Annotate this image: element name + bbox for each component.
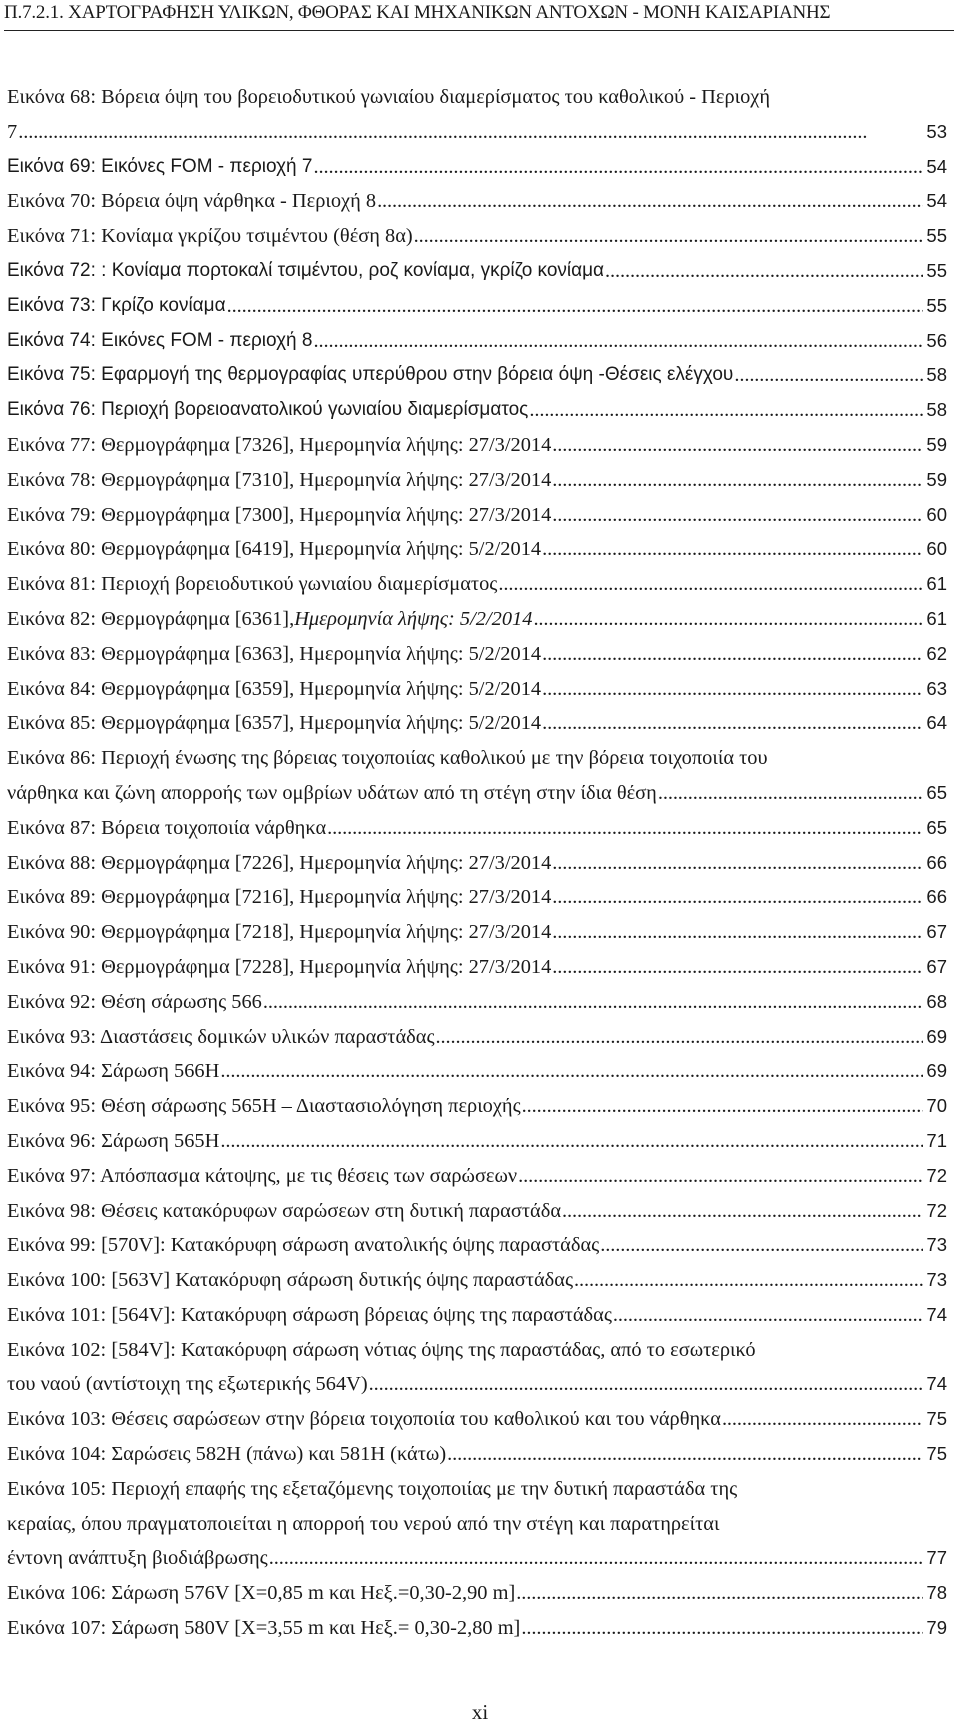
dot-leader [226, 289, 924, 324]
dot-leader [599, 1228, 923, 1263]
toc-entry[interactable] [7, 1402, 947, 1437]
toc-entry[interactable] [7, 1437, 947, 1472]
toc-entry-title: Εικόνα 103: Θέσεις σαρώσεων στην βόρεια τοιχοποιία του καθολικού και του νάρθηκα [7, 1408, 721, 1431]
toc-entry-title: Εικόνα 80: Θερμογράφημα [6419], Ημερομηνία λήψης: 5/2/2014 [7, 538, 542, 561]
toc-entry-page: 69 [926, 1060, 947, 1082]
dot-leader [612, 1298, 924, 1333]
toc-entry[interactable] [7, 1333, 947, 1403]
toc-entry[interactable] [7, 80, 947, 150]
dot-leader [517, 1159, 923, 1194]
dot-leader [528, 393, 923, 428]
toc-entry-title: Εικόνα 100: [563V] Κατακόρυφη σάρωση δυτικής όψης παραστάδας [7, 1269, 574, 1292]
dot-leader [551, 880, 923, 915]
toc-entry-line: Εικόνα 68: Βόρεια όψη του βορειοδυτικού γωνιαίου διαμερίσματος του καθολικού - Περιοχή [7, 86, 771, 108]
toc-entry-page: 72 [926, 1164, 947, 1186]
toc-entry-page: 60 [926, 538, 947, 560]
dot-leader [551, 463, 923, 498]
toc-entry-title: Εικόνα 82: Θερμογράφημα [6361], [7, 607, 295, 630]
toc-entry-page: 79 [926, 1617, 947, 1639]
toc-entry-page: 65 [926, 816, 947, 838]
toc-entry-page: 54 [926, 155, 947, 177]
toc-entry[interactable] [7, 1263, 947, 1298]
toc-entry-title: Εικόνα 95: Θέση σάρωσης 565Η – Διαστασιολόγηση περιοχής [7, 1095, 521, 1118]
dot-leader [551, 428, 923, 463]
toc-entry[interactable] [7, 1020, 947, 1055]
toc-entry[interactable] [7, 289, 947, 324]
dot-leader [551, 915, 923, 950]
dot-leader [515, 1576, 923, 1611]
toc-entry-page: 77 [926, 1547, 947, 1569]
dot-leader [268, 1541, 924, 1576]
toc-entry[interactable] [7, 1472, 947, 1576]
toc-entry-last-line [7, 1367, 947, 1402]
toc-entry-page: 67 [926, 921, 947, 943]
dot-leader [573, 1263, 923, 1298]
toc-entry-line: Εικόνα 86: Περιοχή ένωσης της βόρειας τοιχοποιίας καθολικού με την βόρεια τοιχοποιία του [7, 747, 768, 770]
toc-entry-page: 73 [926, 1269, 947, 1291]
toc-entry-title: Εικόνα 81: Περιοχή βορειοδυτικού γωνιαίου διαμερίσματος [7, 573, 498, 596]
toc-entry[interactable] [7, 532, 947, 567]
toc-entry[interactable] [7, 1194, 947, 1229]
toc-entry-page: 73 [926, 1234, 947, 1256]
toc-entry-page: 61 [926, 607, 947, 629]
toc-entry-title: Εικόνα 101: [564V]: Κατακόρυφη σάρωση βόρειας όψης της παραστάδας [7, 1303, 612, 1326]
toc-entry-title: Εικόνα 107: Σάρωση 580V [X=3,55 m και Hεξ.= 0,30-2,80 m] [7, 1617, 521, 1640]
list-of-figures [7, 80, 947, 1646]
toc-entry-title: Εικόνα 96: Σάρωση 565Η [7, 1129, 220, 1152]
dot-leader [435, 1020, 924, 1055]
toc-entry-last-line [7, 1541, 947, 1576]
dot-leader [541, 532, 923, 567]
toc-entry-page: 70 [926, 1095, 947, 1117]
page-number: xi [471, 1700, 489, 1724]
toc-entry-title: Εικόνα 87: Βόρεια τοιχοποιία νάρθηκα [7, 816, 327, 839]
toc-entry-title: Εικόνα 72: : Κονίαμα πορτοκαλί τσιμέντου, ροζ κονίαμα, γκρίζο κονίαμα [7, 259, 605, 281]
toc-entry-title: του ναού (αντίστοιχη της εξωτερικής 564V) [7, 1373, 368, 1396]
toc-entry-page: 59 [926, 468, 947, 490]
dot-leader [497, 567, 923, 602]
toc-entry-title: Εικόνα 84: Θερμογράφημα [6359], Ημερομηνία λήψης: 5/2/2014 [7, 677, 542, 700]
toc-entry[interactable] [7, 254, 947, 289]
toc-entry[interactable] [7, 706, 947, 741]
toc-entry-page: 71 [926, 1129, 947, 1151]
toc-entry-line: Εικόνα 105: Περιοχή επαφής της εξεταζόμενης τοιχοποιίας με την δυτική παραστάδα της [7, 1477, 738, 1500]
toc-entry[interactable] [7, 1228, 947, 1263]
toc-entry-title: Εικόνα 76: Περιοχή βορειοανατολικού γωνιαίου διαμερίσματος [7, 399, 529, 421]
dot-leader [721, 1402, 923, 1437]
dot-leader [312, 150, 923, 185]
toc-entry-title: 7 [7, 120, 18, 143]
dot-leader [604, 254, 923, 289]
toc-entry-title: έντονη ανάπτυξη βιοδιάβρωσης [7, 1547, 268, 1570]
toc-entry[interactable] [7, 463, 947, 498]
toc-entry-last-line [7, 776, 947, 811]
toc-entry-page: 66 [926, 851, 947, 873]
toc-entry[interactable] [7, 1089, 947, 1124]
toc-entry[interactable] [7, 1124, 947, 1159]
toc-entry[interactable] [7, 1298, 947, 1333]
toc-entry-title: Εικόνα 89: Θερμογράφημα [7216], Ημερομηνία λήψης: 27/3/2014 [7, 886, 552, 909]
toc-entry-title: Εικόνα 104: Σαρώσεις 582Η (πάνω) και 581Η (κάτω) [7, 1443, 447, 1466]
dot-leader [326, 811, 923, 846]
dot-leader [561, 1194, 923, 1229]
dot-leader [446, 1437, 923, 1472]
toc-entry-page: 56 [926, 329, 947, 351]
toc-entry-title: Εικόνα 71: Κονίαμα γκρίζου τσιμέντου (θέση 8α) [7, 225, 413, 248]
toc-entry[interactable] [7, 950, 947, 985]
toc-entry-title: Εικόνα 85: Θερμογράφημα [6357], Ημερομηνία λήψης: 5/2/2014 [7, 712, 542, 735]
toc-entry[interactable] [7, 880, 947, 915]
dot-leader [312, 324, 923, 359]
toc-entry-title: Εικόνα 74: Εικόνες FOM - περιοχή 8 [7, 329, 313, 351]
toc-entry[interactable] [7, 358, 947, 393]
toc-entry-page: 69 [926, 1025, 947, 1047]
toc-entry-title-italic: Ημερομηνία λήψης: 5/2/2014 [294, 607, 533, 630]
toc-entry[interactable] [7, 637, 947, 672]
toc-entry-page: 58 [926, 399, 947, 421]
toc-entry-page: 64 [926, 712, 947, 734]
dot-leader [520, 1611, 923, 1646]
toc-entry-page: 55 [926, 225, 947, 247]
toc-entry-page: 75 [926, 1443, 947, 1465]
toc-entry-page: 74 [926, 1373, 947, 1395]
toc-entry-title: Εικόνα 98: Θέσεις κατακόρυφων σαρώσεων στη δυτική παραστάδα [7, 1199, 562, 1222]
toc-entry[interactable] [7, 1611, 947, 1646]
toc-entry-page: 55 [926, 259, 947, 281]
toc-entry-title: Εικόνα 92: Θέση σάρωσης 566 [7, 990, 262, 1013]
toc-entry[interactable] [7, 1054, 947, 1089]
toc-entry-title: Εικόνα 88: Θερμογράφημα [7226], Ημερομηνία λήψης: 27/3/2014 [7, 851, 552, 874]
toc-entry-page: 54 [926, 190, 947, 212]
toc-entry-page: 58 [926, 364, 947, 386]
toc-entry-page: 53 [926, 120, 947, 142]
toc-entry-title: Εικόνα 75: Εφαρμογή της θερμογραφίας υπερύθρου στην βόρεια όψη -Θέσεις ελέγχου [7, 364, 734, 386]
toc-entry-page: 65 [926, 781, 947, 803]
dot-leader [551, 950, 923, 985]
dot-leader [262, 985, 924, 1020]
toc-entry-title: Εικόνα 69: Εικόνες FOM - περιοχή 7 [7, 155, 313, 177]
toc-entry-page: 61 [926, 573, 947, 595]
toc-entry-page: 67 [926, 955, 947, 977]
toc-entry[interactable] [7, 393, 947, 428]
toc-entry[interactable] [7, 602, 947, 637]
toc-entry-page: 74 [926, 1303, 947, 1325]
dot-leader [532, 602, 923, 637]
toc-entry[interactable] [7, 846, 947, 881]
dot-leader [219, 1124, 923, 1159]
toc-entry-title: Εικόνα 90: Θερμογράφημα [7218], Ημερομηνία λήψης: 27/3/2014 [7, 921, 552, 944]
toc-entry-title: Εικόνα 106: Σάρωση 576V [X=0,85 m και Hεξ.=0,30-2,90 m] [7, 1582, 516, 1605]
toc-entry-page: 68 [926, 990, 947, 1012]
toc-entry-page: 63 [926, 677, 947, 699]
toc-entry[interactable] [7, 915, 947, 950]
toc-entry-page: 75 [926, 1408, 947, 1430]
dot-leader [17, 115, 923, 150]
dot-leader [551, 498, 923, 533]
toc-entry-line: κεραίας, όπου πραγματοποιείται η απορροή του νερού από την στέγη και παρατηρείται [7, 1512, 720, 1535]
toc-entry-page: 59 [926, 433, 947, 455]
toc-entry[interactable] [7, 150, 947, 185]
dot-leader [521, 1089, 924, 1124]
toc-entry-title: Εικόνα 97: Απόσπασμα κάτοψης, με τις θέσεις των σαρώσεων [7, 1164, 518, 1187]
toc-entry-title: Εικόνα 70: Βόρεια όψη νάρθηκα - Περιοχή 8 [7, 190, 377, 213]
toc-entry-title: Εικόνα 73: Γκρίζο κονίαμα [7, 294, 226, 316]
toc-entry[interactable] [7, 567, 947, 602]
dot-leader [657, 776, 924, 811]
dot-leader [376, 184, 923, 219]
dot-leader [219, 1054, 923, 1089]
toc-entry[interactable] [7, 1159, 947, 1194]
toc-entry[interactable] [7, 219, 947, 254]
toc-entry-title: Εικόνα 93: Διαστάσεις δομικών υλικών παραστάδας [7, 1025, 435, 1048]
toc-entry-line: Εικόνα 102: [584V]: Κατακόρυφη σάρωση νότιας όψης της παραστάδας, από το εσωτερικό [7, 1338, 756, 1361]
dot-leader [541, 637, 923, 672]
toc-entry-title: Εικόνα 83: Θερμογράφημα [6363], Ημερομηνία λήψης: 5/2/2014 [7, 642, 542, 665]
toc-entry-page: 60 [926, 503, 947, 525]
toc-entry[interactable] [7, 1576, 947, 1611]
dot-leader [368, 1367, 924, 1402]
dot-leader [541, 672, 923, 707]
toc-entry-page: 66 [926, 886, 947, 908]
toc-entry-title: νάρθηκα και ζώνη απορροής των ομβρίων υδάτων από τη στέγη στην ίδια θέση [7, 781, 657, 804]
toc-entry[interactable] [7, 428, 947, 463]
toc-entry[interactable] [7, 811, 947, 846]
toc-entry[interactable] [7, 741, 947, 811]
toc-entry-title: Εικόνα 99: [570V]: Κατακόρυφη σάρωση ανατολικής όψης παραστάδας [7, 1234, 600, 1257]
toc-entry[interactable] [7, 324, 947, 359]
running-header: Π.7.2.1. ΧΑΡΤΟΓΡΑΦΗΣΗ ΥΛΙΚΩΝ, ΦΘΟΡΑΣ ΚΑΙ ΜΗΧΑΝΙΚΩΝ ΑΝΤΟΧΩΝ - ΜΟΝΗ ΚΑΙΣΑΡΙΑΝΗΣ [4, 0, 954, 31]
toc-entry-title: Εικόνα 94: Σάρωση 566Η [7, 1060, 220, 1083]
dot-leader [551, 846, 923, 881]
dot-leader [733, 358, 923, 393]
toc-entry-title: Εικόνα 78: Θερμογράφημα [7310], Ημερομηνία λήψης: 27/3/2014 [7, 468, 552, 491]
dot-leader [413, 219, 924, 254]
dot-leader [541, 706, 923, 741]
toc-entry[interactable] [7, 498, 947, 533]
toc-entry-title: Εικόνα 77: Θερμογράφημα [7326], Ημερομηνία λήψης: 27/3/2014 [7, 433, 552, 456]
toc-entry-title: Εικόνα 79: Θερμογράφημα [7300], Ημερομηνία λήψης: 27/3/2014 [7, 503, 552, 526]
toc-entry[interactable] [7, 985, 947, 1020]
toc-entry-title: Εικόνα 91: Θερμογράφημα [7228], Ημερομηνία λήψης: 27/3/2014 [7, 955, 552, 978]
toc-entry-last-line [7, 115, 947, 150]
toc-entry-page: 55 [926, 294, 947, 316]
toc-entry-page: 72 [926, 1199, 947, 1221]
toc-entry-page: 62 [926, 642, 947, 664]
toc-entry-page: 78 [926, 1582, 947, 1604]
toc-entry[interactable] [7, 184, 947, 219]
toc-entry[interactable] [7, 672, 947, 707]
